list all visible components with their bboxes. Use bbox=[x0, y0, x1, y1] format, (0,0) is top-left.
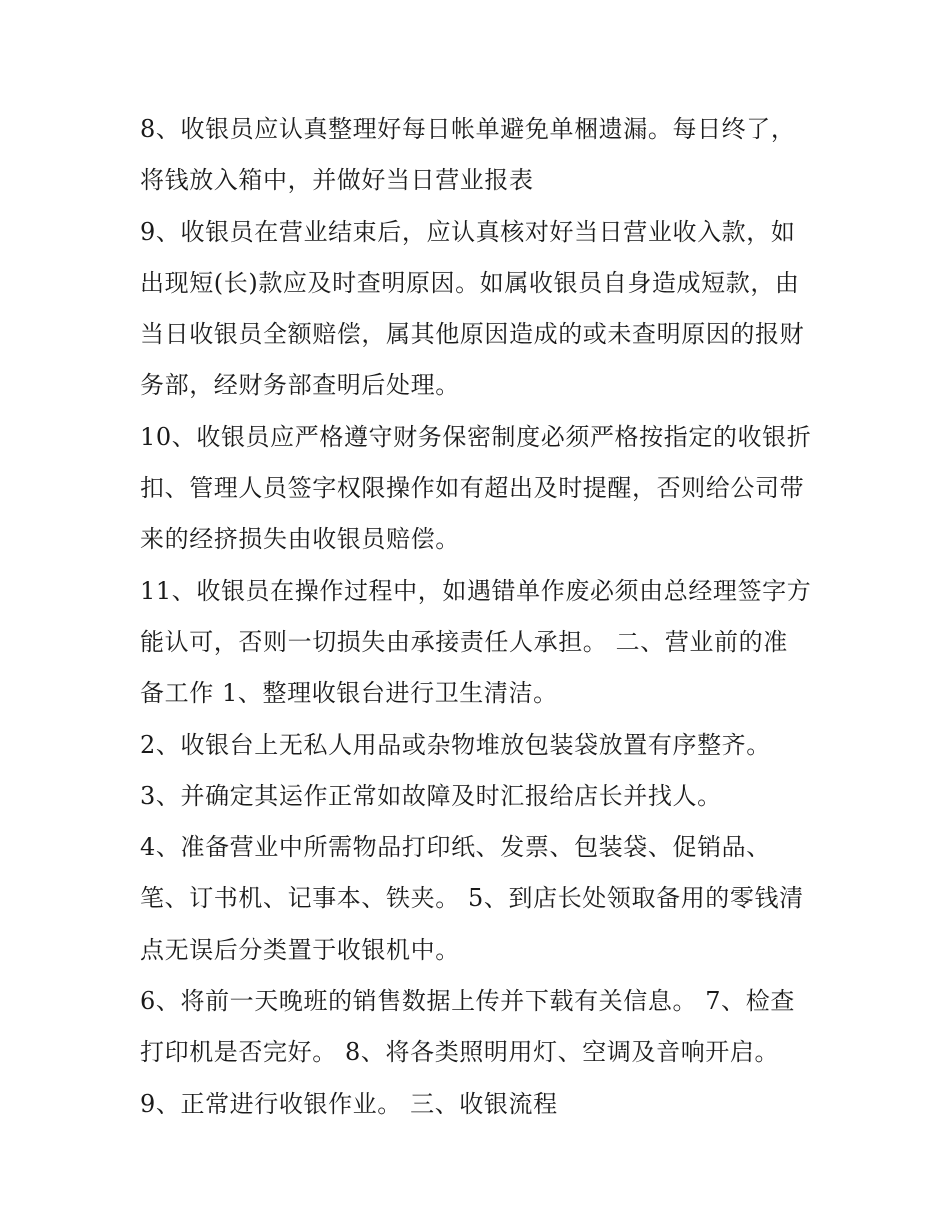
paragraph-item-4 bbox=[140, 822, 820, 976]
text-line: 打印机是否完好。 8、将各类照明用灯、空调及音响开启。 bbox=[140, 1038, 780, 1067]
paragraph-item-9-last bbox=[140, 1079, 820, 1130]
paragraph-item-8 bbox=[140, 104, 820, 207]
text-line: 8、收银员应认真整理好每日帐单避免单梱遗漏。每日终了， bbox=[140, 115, 796, 143]
text-line: 4、准备营业中所需物品打印纸、发票、包装袋、促销品、 bbox=[140, 833, 771, 862]
document-body bbox=[140, 104, 820, 1130]
text-line: 11、收银员在操作过程中，如遇错单作废必须由总经理签字方 bbox=[140, 576, 812, 605]
paragraph-item-9 bbox=[140, 207, 820, 412]
text-line: 当日收银员全额赔偿，属其他原因造成的或未查明原因的报财 bbox=[140, 320, 805, 349]
text-line: 能认可，否则一切损失由承接责任人承担。 二、营业前的准 bbox=[140, 627, 788, 656]
text-line: 来的经挤损失由收银员赔偿。 bbox=[140, 525, 460, 554]
text-line: 点无误后分类置于收银机中。 bbox=[140, 935, 460, 964]
text-line: 10、收银员应严格遵守财务保密制度必须严格按指定的收银折 bbox=[140, 422, 812, 451]
text-line: 务部，经财务部查明后处理。 bbox=[140, 371, 460, 400]
text-line: 笔、订书机、记事本、铁夹。 5、到店长处领取备用的零钱清 bbox=[140, 884, 804, 913]
paragraph-item-6 bbox=[140, 976, 820, 1079]
text-line: 出现短(长)款应及时查明原因。如属收银员自身造成短款，由 bbox=[140, 268, 800, 297]
paragraph-item-3 bbox=[140, 771, 820, 822]
text-line: 3、并确定其运作正常如故障及时汇报给店长并找人。 bbox=[140, 781, 722, 810]
text-line: 9、收银员在营业结束后，应认真核对好当日营业收入款，如 bbox=[140, 217, 796, 246]
text-line: 扣、管理人员签字权限操作如有超出及时提醒，否则给公司带 bbox=[140, 474, 805, 503]
paragraph-item-2 bbox=[140, 720, 820, 771]
paragraph-item-10 bbox=[140, 412, 820, 566]
text-line: 将钱放入箱中，并做好当日营业报表 bbox=[140, 166, 534, 195]
text-line: 6、将前一天晚班的销售数据上传并下载有关信息。 7、检查 bbox=[140, 987, 795, 1016]
text-line: 备工作 1、整理收银台进行卫生清洁。 bbox=[140, 679, 558, 708]
text-line: 2、收银台上无私人用品或杂物堆放包装袋放置有序整齐。 bbox=[140, 730, 771, 759]
paragraph-item-11 bbox=[140, 566, 820, 720]
text-line: 9、正常进行收银作业。 三、收银流程 bbox=[140, 1089, 558, 1118]
